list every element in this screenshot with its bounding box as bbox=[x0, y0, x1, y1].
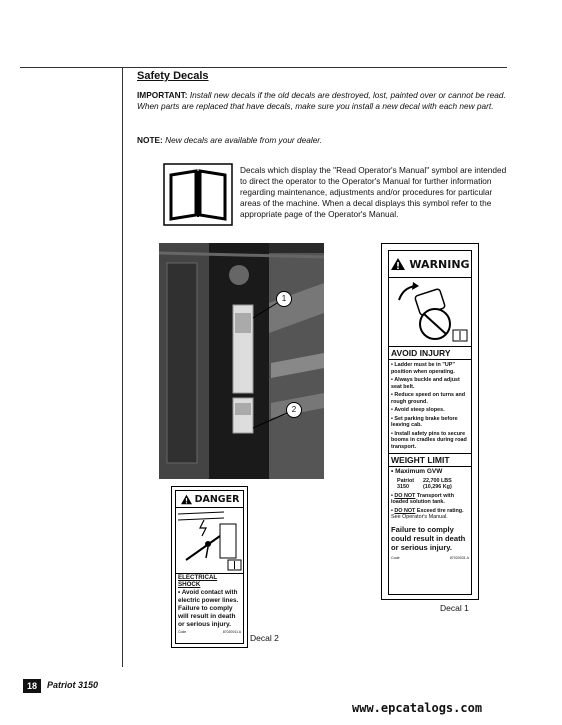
transport-item: • DO NOT Transport with loaded solution tank. bbox=[391, 492, 454, 505]
gvw-row bbox=[389, 478, 471, 491]
decal-2-label: Decal 2 bbox=[250, 633, 279, 643]
section-title: Safety Decals bbox=[137, 70, 209, 82]
avoid-injury-section bbox=[389, 347, 471, 561]
gvw-lbs: 22,700 LBS bbox=[423, 477, 452, 484]
avoid-item-4: • Avoid steep slopes. bbox=[391, 407, 445, 413]
footer-title: Patriot 3150 bbox=[47, 680, 99, 690]
page-number: 18 bbox=[23, 679, 41, 693]
gvw-label: • Maximum GVW bbox=[391, 468, 443, 475]
watermark-url: www.epcatalogs.com bbox=[352, 701, 483, 715]
power-line-pictogram bbox=[176, 508, 243, 572]
electrical-shock-heading: ELECTRICAL SHOCK bbox=[176, 573, 243, 588]
avoid-item-2: • Always buckle and adjust seat belt. bbox=[391, 377, 460, 390]
avoid-item-6: • Install safety pins to secure booms in cradles during road transport. bbox=[391, 430, 467, 450]
decal-2-failure: Failure to comply will result in death or serious injury. bbox=[178, 605, 236, 629]
warning-word: WARNING bbox=[409, 257, 470, 271]
note-label: NOTE: bbox=[137, 135, 163, 145]
exceed-item: • DO NOT Exceed tire rating. See Operator's Manual. bbox=[391, 507, 464, 520]
callout-2: 2 bbox=[286, 402, 302, 418]
failure-warning: Failure to comply could result in death or serious injury. bbox=[391, 524, 466, 552]
note-paragraph bbox=[137, 135, 507, 146]
avoid-item-1: • Ladder must be in "UP" position when operating. bbox=[391, 362, 455, 375]
decal-1-code: Code 87020031 A bbox=[391, 555, 469, 560]
danger-word: DANGER bbox=[194, 493, 240, 505]
avoid-item-3: • Reduce speed on turns and rough ground. bbox=[391, 392, 466, 405]
header-rule bbox=[20, 67, 507, 68]
important-text: Install new decals if the old decals are destroyed, lost, painted over or cannot be read. When parts are replaced that have decals, make sure you install a new decal with each new part. bbox=[137, 90, 506, 111]
callout-1: 1 bbox=[276, 291, 292, 307]
avoid-injury-heading: AVOID INJURY bbox=[389, 347, 471, 360]
decal-1 bbox=[381, 243, 479, 600]
decal-1-frame bbox=[388, 250, 472, 595]
electrical-shock-section bbox=[176, 573, 243, 635]
decal-2 bbox=[171, 486, 248, 648]
book-symbol-description: Decals which display the "Read Operator's Manual" symbol are intended to direct the operator to the Operator's Manual for further information regarding maintenance, adjustments and/or procedures for particular areas of the machine. When a decal displays this symbol refer to the appropriate page of the Operator's Manual. bbox=[240, 165, 507, 219]
important-paragraph bbox=[137, 90, 507, 112]
cab-photo bbox=[159, 243, 324, 479]
decal-2-frame bbox=[175, 490, 244, 644]
decal-1-label: Decal 1 bbox=[440, 603, 469, 613]
weight-limit-heading: WEIGHT LIMIT bbox=[389, 453, 471, 467]
gvw-kg: (10,296 Kg) bbox=[423, 484, 452, 490]
tipping-hazard-pictogram bbox=[389, 277, 471, 347]
book-icon bbox=[163, 163, 233, 226]
margin-rule bbox=[122, 67, 123, 667]
warning-triangle-icon bbox=[390, 257, 406, 271]
danger-triangle-icon bbox=[180, 494, 193, 505]
avoid-item-5: • Set parking brake before leaving cab. bbox=[391, 415, 458, 428]
note-text: New decals are available from your dealer. bbox=[162, 135, 323, 145]
avoid-contact-item: • Avoid contact with electric power lines. bbox=[178, 589, 239, 604]
warning-header bbox=[389, 253, 471, 275]
important-label: IMPORTANT: bbox=[137, 90, 188, 100]
danger-header bbox=[176, 491, 243, 508]
decal-2-code: Code 87020041 A bbox=[178, 630, 241, 635]
gvw-model: Patriot 3150 bbox=[397, 477, 415, 490]
